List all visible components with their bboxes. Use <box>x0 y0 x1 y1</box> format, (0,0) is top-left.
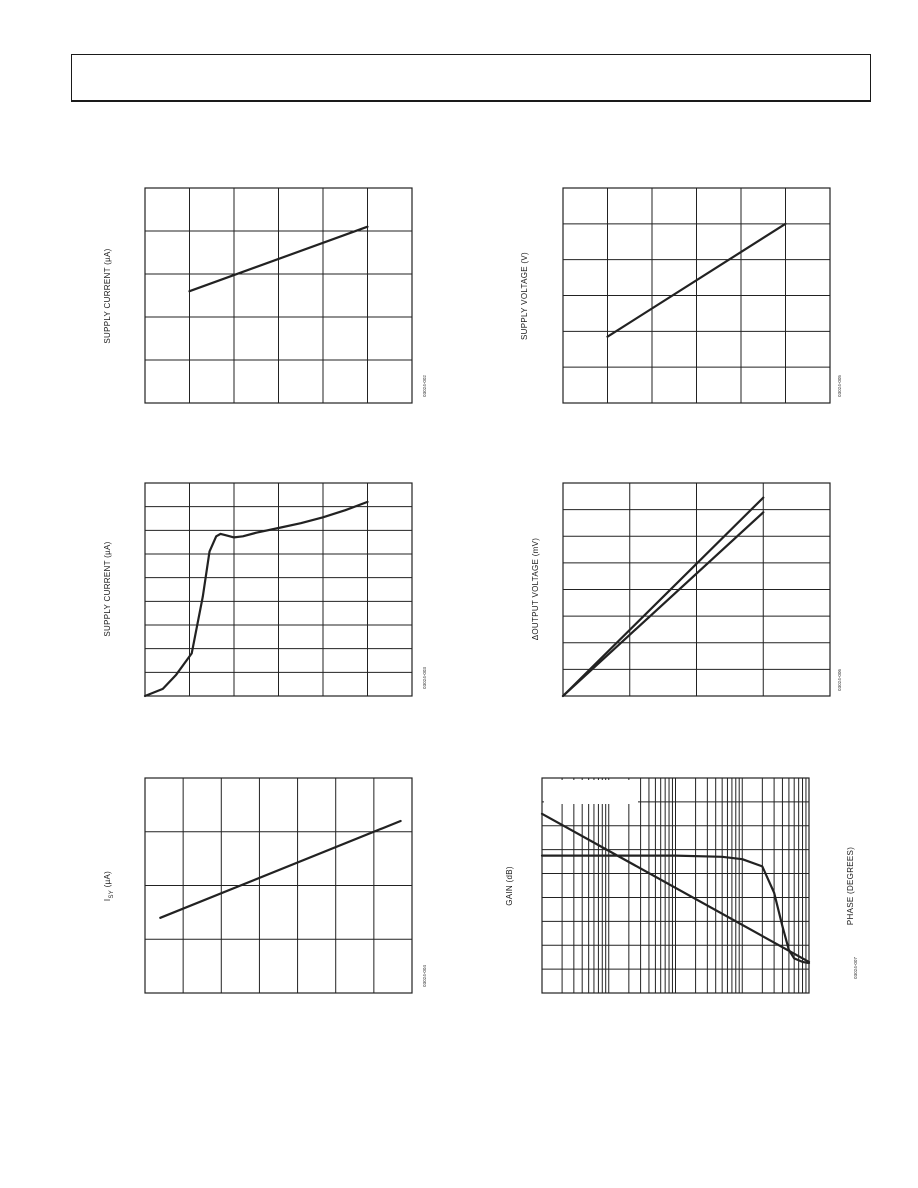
chart-supply-current-startup <box>103 483 427 696</box>
figure-id: 03024-004 <box>422 965 427 987</box>
gridlines <box>145 188 412 403</box>
y-axis-label: SUPPLY CURRENT (µA) <box>103 248 112 344</box>
figure-id: 03024-007 <box>853 957 858 979</box>
blank-patch <box>190 190 196 204</box>
y-axis-label: GAIN (dB) <box>505 866 514 906</box>
y-axis-label: SUPPLY CURRENT (µA) <box>103 541 112 637</box>
figure-id: 03024-005 <box>837 375 842 397</box>
blank-patch <box>176 780 182 796</box>
chart-gain-phase <box>505 778 858 993</box>
series-line-2 <box>563 512 763 696</box>
y2-axis-label: PHASE (DEGREES) <box>846 846 855 926</box>
chart-supply-voltage <box>520 188 842 403</box>
data-series <box>160 821 400 918</box>
series-line-1 <box>145 502 368 696</box>
figure-id: 03024-003 <box>422 667 427 689</box>
y-axis-label: SUPPLY VOLTAGE (V) <box>520 252 529 340</box>
gridlines <box>563 188 830 403</box>
data-series <box>563 498 763 696</box>
chart-supply-current-vs-supply-voltage <box>103 188 427 403</box>
gridlines <box>542 778 809 993</box>
gridlines <box>145 778 412 993</box>
chart-isy <box>103 778 427 993</box>
y-axis-label: ΔOUTPUT VOLTAGE (mV) <box>531 537 540 641</box>
y-axis-label: $I_{SY}$ (µA) <box>103 870 115 902</box>
gridlines <box>563 483 830 696</box>
legend-blank-area <box>544 780 638 804</box>
series-line-1 <box>160 821 400 918</box>
series-line-1 <box>563 498 763 696</box>
data-series <box>145 502 368 696</box>
figure-id: 03024-006 <box>837 669 842 691</box>
figure-id: 03024-002 <box>422 375 427 397</box>
chart-delta-output-voltage <box>531 483 842 696</box>
